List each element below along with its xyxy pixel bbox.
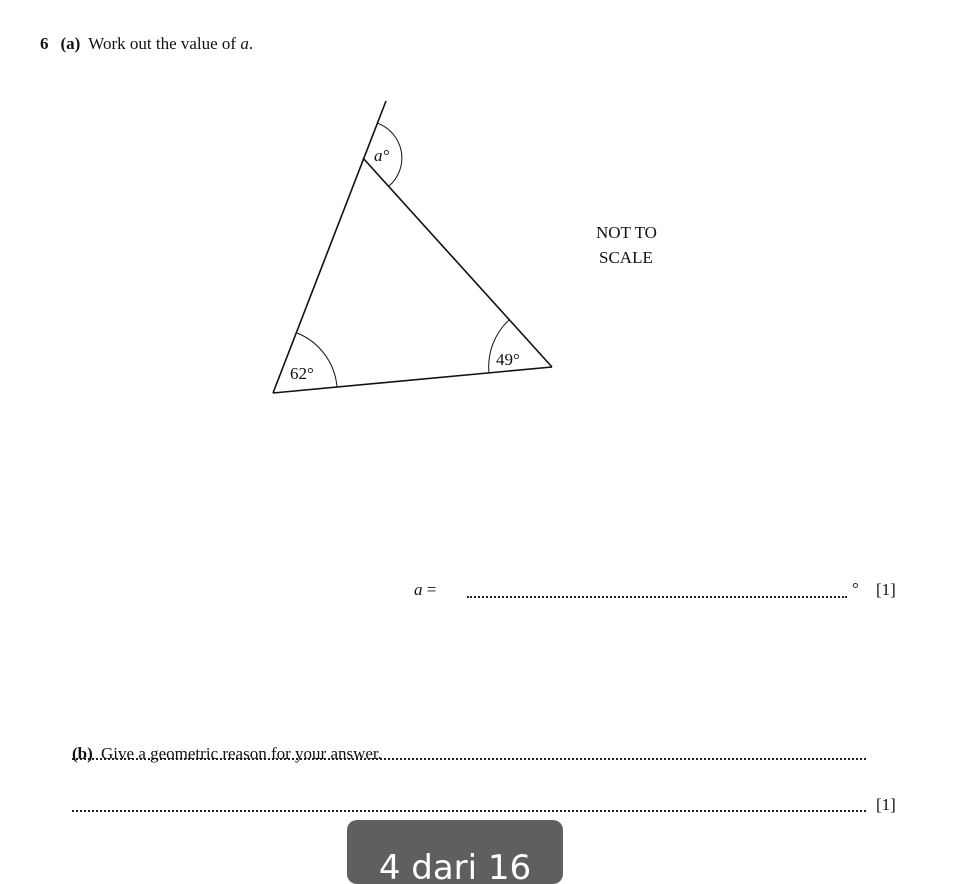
answer-variable: a [414,580,423,599]
right-side-line [363,158,552,367]
question-number: 6 [40,34,49,53]
not-to-scale-line2: SCALE [599,248,653,267]
part-b-prompt [72,744,382,764]
answer-b-line-1[interactable] [72,758,866,760]
angle-label-a: a° [374,146,390,165]
answer-a-unit: ° [852,579,859,598]
angle-label-49: 49° [496,350,520,369]
answer-a-mark: [1] [876,580,896,599]
not-to-scale-line1: NOT TO [596,223,657,242]
base-line [273,367,552,393]
part-a-variable: a [240,34,249,53]
part-a-text: Work out the value of [88,34,241,53]
extended-side-line [273,101,386,393]
answer-a-row [414,580,436,600]
part-a-label: (a) [60,34,81,53]
answer-equals: = [422,580,437,599]
part-b-text: Give a geometric reason for your answer. [101,744,382,763]
page-indicator: 4 dari 16 [347,820,563,884]
part-b-label: (b) [72,744,93,763]
answer-b-line-2[interactable] [72,810,866,812]
answer-b-mark: [1] [876,795,896,814]
answer-a-field[interactable] [467,596,847,598]
angle-label-62: 62° [290,364,314,383]
part-a-text-end: . [248,34,254,53]
